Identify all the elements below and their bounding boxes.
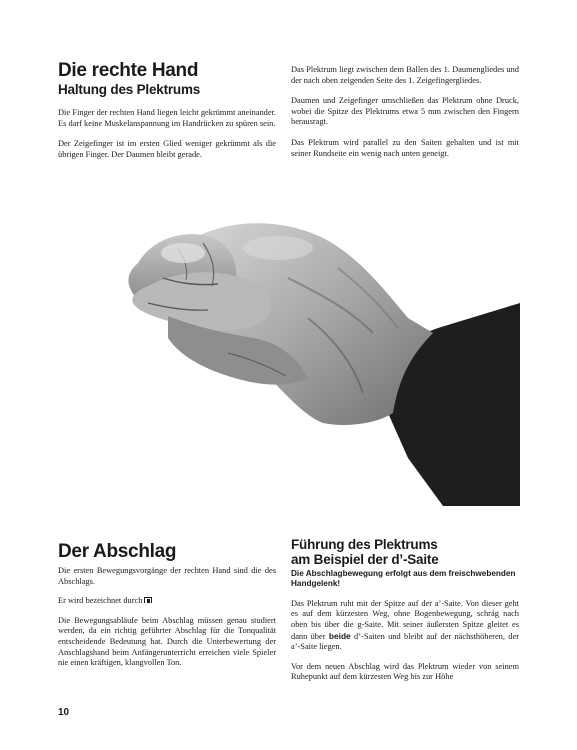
paragraph-text: Das Plektrum ruht mit der Spitze auf der a’-Saite. Von dieser geht es auf dem kürzesten Weg, ohne Bogenbewegung, schräg nach oben bis über die g-Saite. Mit seiner äußersten Spitze gleitet es dann über xyxy=(291,598,519,641)
section-plectrum-position xyxy=(291,65,519,159)
section-title: Führung des Plektrums xyxy=(291,537,438,552)
paragraph: Der Zeigefinger ist im ersten Glied weniger gekrümmt als die übrigen Finger. Der Daumen bleibt gerade. xyxy=(58,139,276,159)
paragraph xyxy=(291,599,519,653)
paragraph: Das Plektrum liegt zwischen dem Ballen des 1. Daumengliedes und der nach oben zeigenden Seite des 1. Zeigefingergliedes. xyxy=(291,65,519,85)
paragraph: Die Bewegungsabläufe beim Abschlag müssen genau studiert werden, da ein richtig geführter Abschlag für die Tonqualität entscheidende Bedeutung hat. Durch die Unterbewertung der Anschlagshand beim Anfängerunterricht erreichen viele Spieler nie einen kräftigen, klangvollen Ton. xyxy=(58,615,276,668)
section-title: Der Abschlag xyxy=(58,541,177,562)
section-right-hand xyxy=(58,60,276,160)
paragraph: Das Plektrum wird parallel zu den Saiten gehalten und ist mit seiner Rundseite ein wenig nach unten geneigt. xyxy=(291,137,519,158)
section-title: Die rechte Hand xyxy=(58,60,199,81)
emphasis-text: beide xyxy=(328,630,351,641)
paragraph-text: d’-Saiten und bleibt auf der nächsthöheren, der a’-Saite liegen. xyxy=(291,631,519,652)
paragraph: Die ersten Bewegungsvorgänge der rechten Hand sind die des Abschlags. xyxy=(58,566,276,586)
section-plectrum-guidance xyxy=(291,537,519,683)
paragraph: Die Finger der rechten Hand liegen leicht gekrümmt aneinander. Es darf keine Muskelanspannung im Handrücken zu spüren sein. xyxy=(58,108,276,128)
paragraph: Vor dem neuen Abschlag wird das Plektrum wieder von seinem Ruhepunkt auf dem kürzesten Weg bis zur Höhe xyxy=(291,661,519,682)
section-downstroke xyxy=(58,541,276,669)
hand-illustration xyxy=(108,208,520,506)
section-title: am Beispiel der d’-Saite xyxy=(291,552,439,567)
hand-holding-plectrum-photo xyxy=(108,208,520,506)
lead-paragraph: Die Abschlagbewegung erfolgt aus dem freischwebenden Handgelenk! xyxy=(291,569,516,589)
paragraph xyxy=(58,596,276,607)
paragraph-text: Er wird bezeichnet durch xyxy=(58,596,143,606)
section-subtitle: Haltung des Plektrums xyxy=(58,82,201,97)
paragraph: Daumen und Zeigefinger umschließen das Plektrum ohne Druck, wobei die Spitze des Plektrums etwa 5 mm zwischen den Fingern herausragt. xyxy=(291,96,519,127)
page-number: 10 xyxy=(58,707,70,718)
downstroke-symbol xyxy=(144,597,152,603)
